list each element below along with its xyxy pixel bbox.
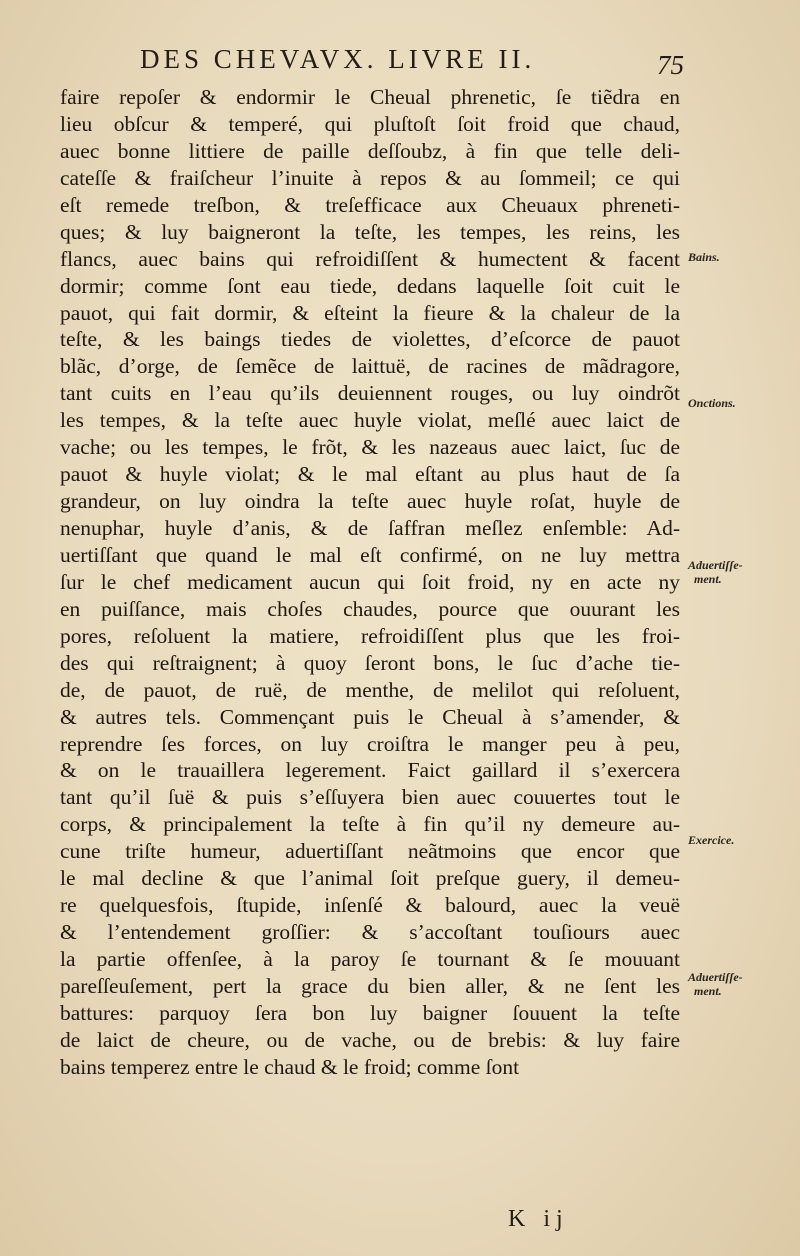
text-line: cune triſte humeur, aduertiſſant neãtmoins que encor que <box>60 839 680 864</box>
text-line: nenuphar, huyle d’anis, & de ſaffran meſlez enſemble: Ad- <box>60 516 680 540</box>
text-line: cateſſe & fraiſcheur l’inuite à repos & au ſommeil; ce qui <box>60 165 680 190</box>
text-line: teſte, & les baings tiedes de violettes, d’eſcorce de pauot <box>60 327 680 352</box>
signature-mark: K ij <box>508 1206 569 1232</box>
text-line: tant qu’il ſuë & puis s’eſſuyera bien auec couuertes tout le <box>60 785 680 810</box>
text-line: le mal decline & que l’animal ſoit preſque guery, il demeu- <box>60 866 680 891</box>
text-line: faire repoſer & endormir le Cheual phrenetic, ſe tiẽdra en <box>60 85 680 109</box>
text-line: des qui reſtraignent; à quoy ſeront bons, le ſuc d’ache tie- <box>60 650 680 675</box>
margin-note-exercice: Exercice. <box>688 833 735 847</box>
text-line: grandeur, on luy oindra la teſte auec huyle roſat, huyle de <box>60 489 680 514</box>
text-line: pareſſeuſement, pert la grace du bien aller, & ne ſent les <box>60 973 680 998</box>
text-line: ques; & luy baigneront la teſte, les tempes, les reins, les <box>60 219 680 244</box>
text-line: dormir; comme ſont eau tiede, dedans laquelle ſoit cuit le <box>60 273 680 298</box>
running-title: DES CHEVAVX. LIVRE II. <box>140 44 536 74</box>
body-text <box>60 84 680 1081</box>
text-line: pauot, qui fait dormir, & eſteint la fieure & la chaleur de la <box>60 300 680 325</box>
margin-note-aduertissement <box>688 558 743 586</box>
running-header <box>0 44 800 84</box>
text-line: blãc, d’orge, de ſemẽce de laittuë, de racines de mãdragore, <box>60 354 680 379</box>
text-line: de laict de cheure, ou de vache, ou de brebis: & luy faire <box>60 1027 680 1052</box>
text-line: re quelquesfois, ſtupide, inſenſé & balourd, auec la veuë <box>60 893 680 918</box>
text-line: vache; ou les tempes, le frõt, & les nazeaus auec laict, ſuc de <box>60 435 680 460</box>
text-line: & autres tels. Commençant puis le Cheual à s’amender, & <box>60 704 680 729</box>
text-line: auec bonne littiere de paille deſſoubz, à fin que telle deli- <box>60 138 680 163</box>
margin-note-line: Aduertiſſe- <box>688 970 743 984</box>
text-line: en puiſſance, mais choſes chaudes, pource que ouurant les <box>60 596 680 621</box>
margin-note-line: Aduertiſſe- <box>688 558 743 572</box>
margin-note-onctions: Onctions. <box>688 396 736 410</box>
text-line: reprendre ſes forces, on luy croiſtra le manger peu à peu, <box>60 731 680 756</box>
text-line: lieu obſcur & temperé, qui pluſtoſt ſoit froid que chaud, <box>60 111 680 136</box>
text-line: de, de pauot, de ruë, de menthe, de melilot qui reſoluent, <box>60 677 680 702</box>
text-line: uertiſſant que quand le mal eſt confirmé, on ne luy mettra <box>60 542 680 567</box>
margin-note-bains: Bains. <box>688 250 720 264</box>
text-line: bains temperez entre le chaud & le froid; comme ſont <box>60 1054 520 1079</box>
text-line: les tempes, & la teſte auec huyle violat, meſlé auec laict de <box>60 408 680 433</box>
text-line: ſur le chef medicament aucun qui ſoit froid, ny en acte ny <box>60 569 680 594</box>
text-line: pores, reſoluent la matiere, refroidiſſent plus que les froi- <box>60 623 680 648</box>
text-line: eſt remede treſbon, & treſefficace aux Cheuaux phreneti- <box>60 192 680 217</box>
text-line: la partie offenſee, à la paroy ſe tournant & ſe mouuant <box>60 947 680 971</box>
margin-note-line: ment. <box>694 984 722 998</box>
text-line: flancs, auec bains qui refroidiſſent & humectent & facent <box>60 246 680 271</box>
margin-note-line: ment. <box>694 572 722 586</box>
text-line: & l’entendement groſſier: & s’accoſtant touſiours auec <box>60 920 680 945</box>
text-line: battures: parquoy ſera bon luy baigner ſouuent la teſte <box>60 1000 680 1025</box>
text-line: tant cuits en l’eau qu’ils deuiennent rouges, ou luy oindrõt <box>60 381 680 406</box>
text-line: & on le trauaillera legerement. Faict gaillard il s’exercera <box>60 758 680 783</box>
text-line: corps, & principalement la teſte à fin qu’il ny demeure au- <box>60 812 680 837</box>
page-number: 75 <box>657 50 684 80</box>
text-line: pauot & huyle violat; & le mal eſtant au plus haut de ſa <box>60 462 680 487</box>
margin-note-aduertissement-2 <box>688 970 743 998</box>
